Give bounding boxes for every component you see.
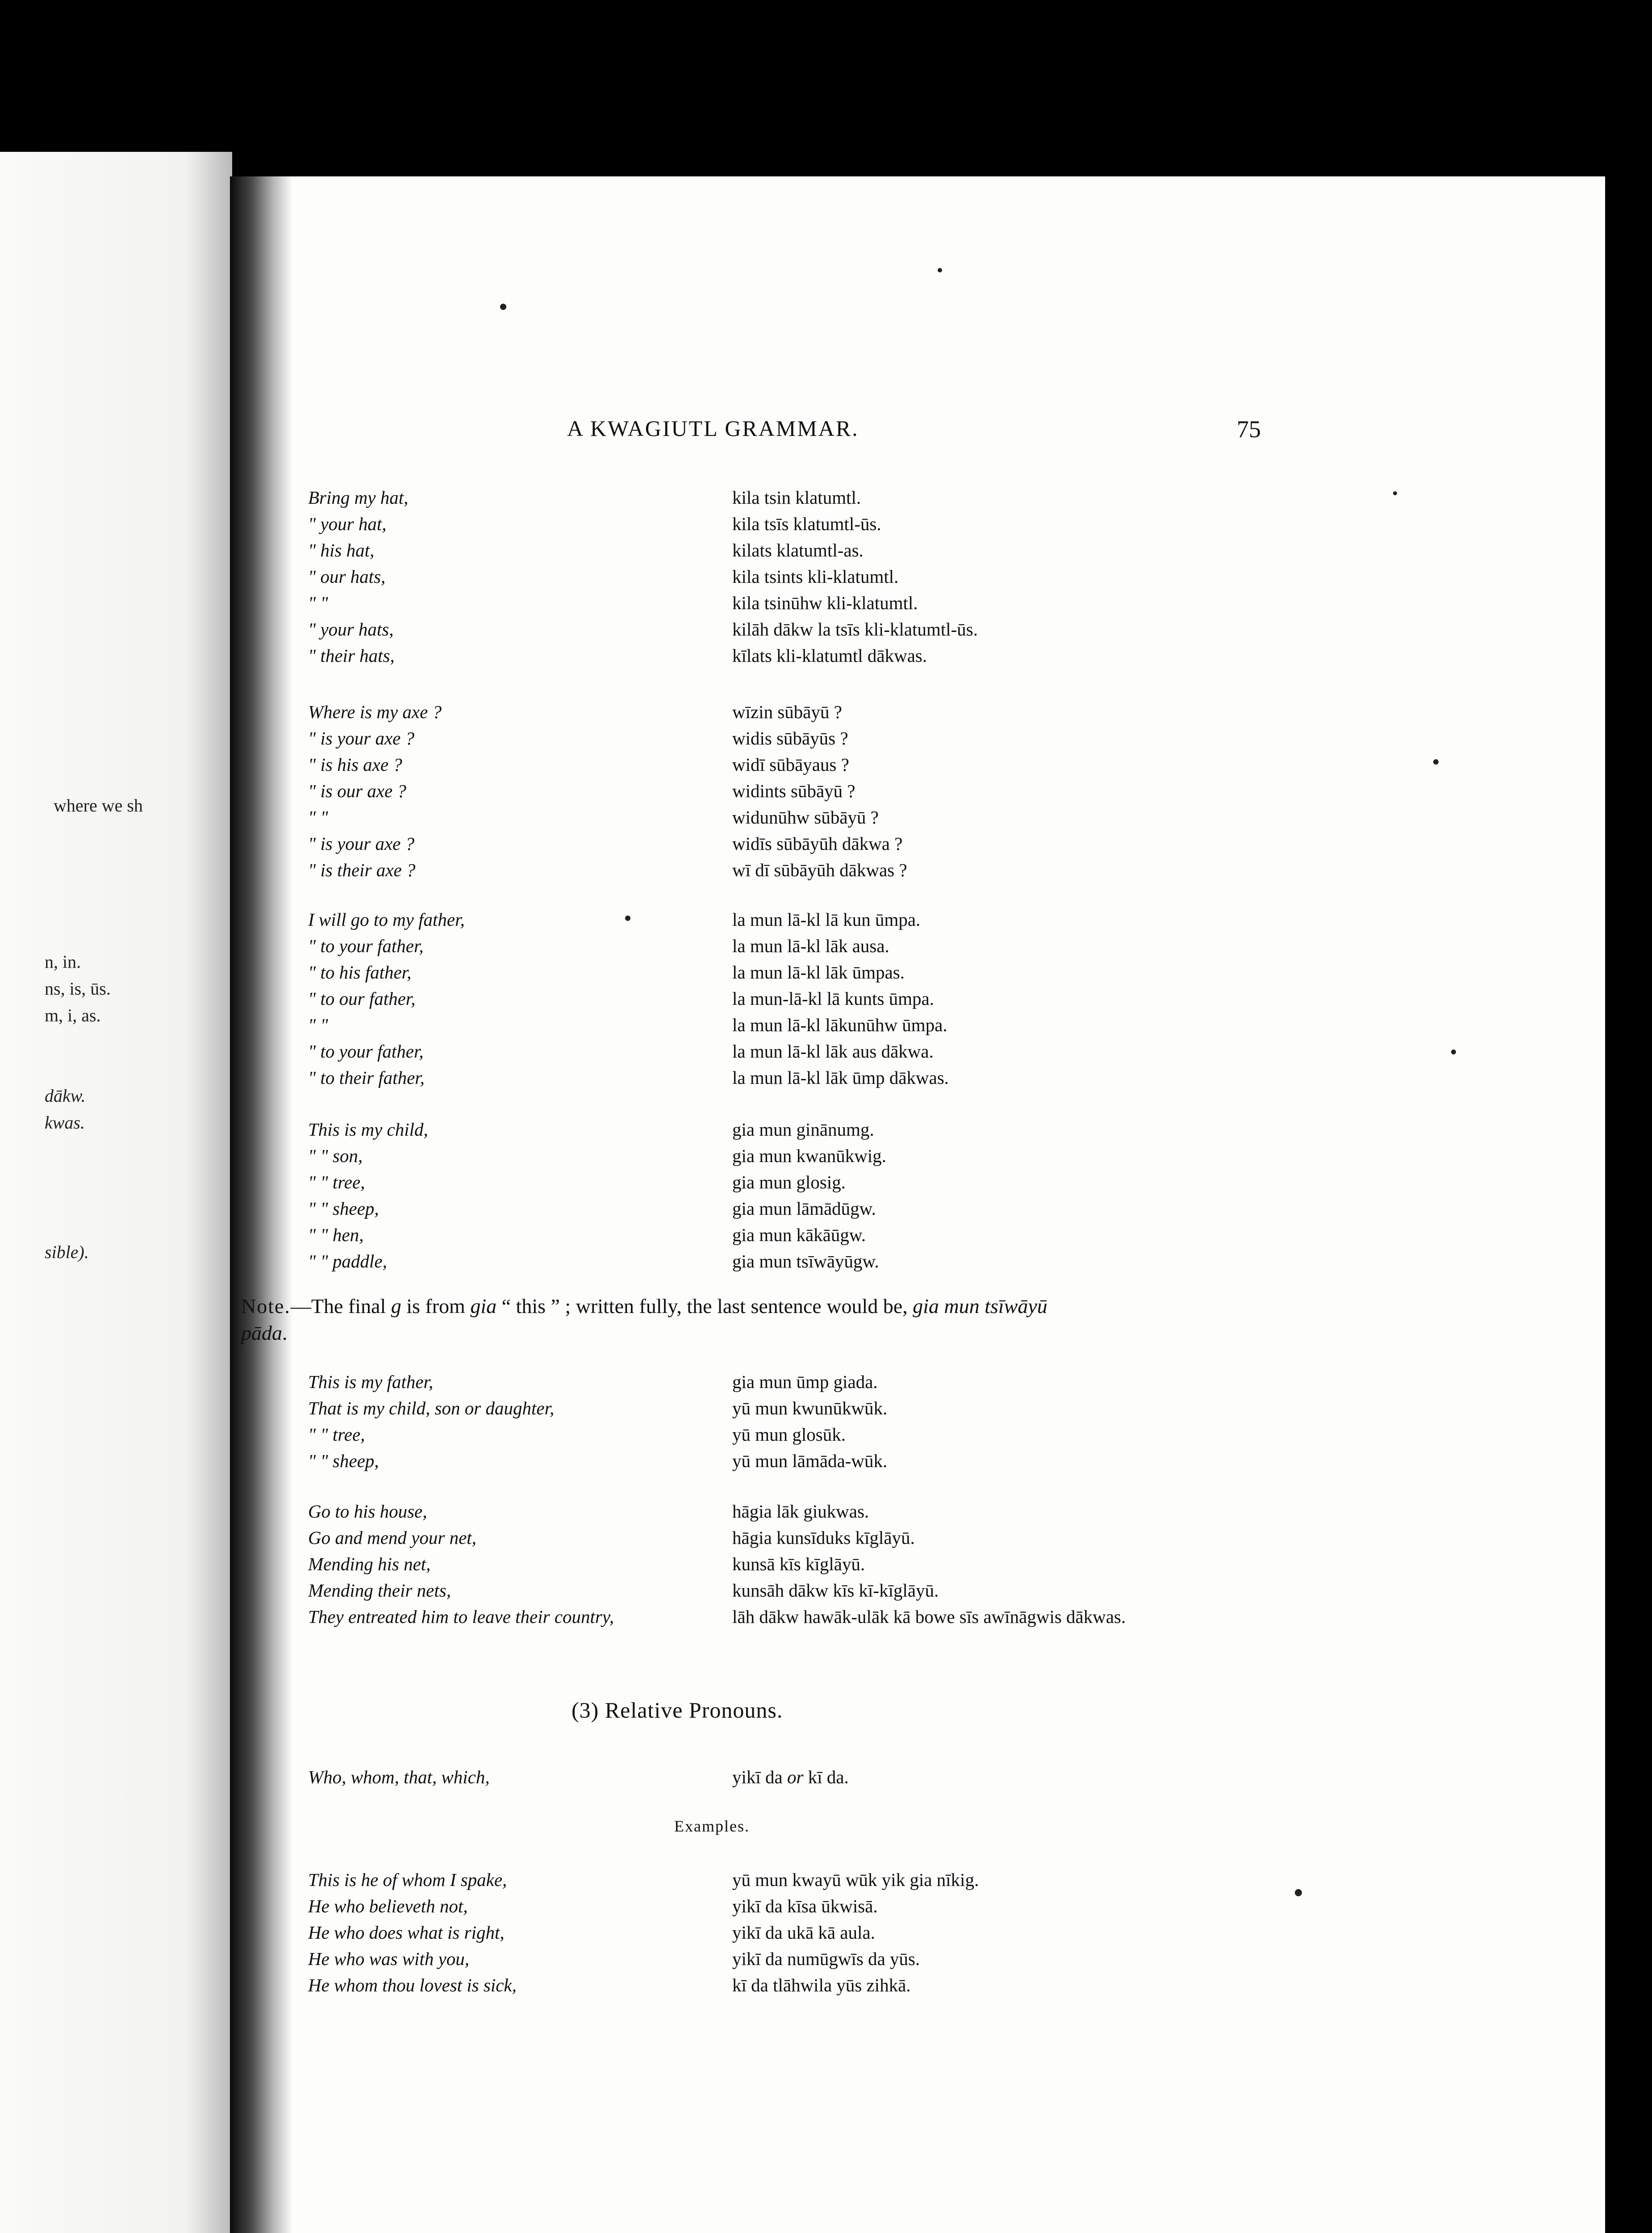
- kwagiutl-phrase: la mun lā-kl lāk ūmp dākwas.: [732, 1067, 949, 1088]
- english-phrase: This is my child,: [308, 1119, 428, 1140]
- kwagiutl-phrase: gia mun kwanūkwig.: [732, 1146, 887, 1166]
- english-phrase: " " hen,: [308, 1225, 364, 1245]
- example-row: [0, 959, 1652, 986]
- scan-speck: [500, 304, 506, 310]
- english-phrase: " is your axe ?: [308, 833, 415, 854]
- example-row: [0, 1422, 1652, 1448]
- kwagiutl-phrase: yū mun kwunūkwūk.: [732, 1398, 888, 1418]
- left-page-fragment: dākw.: [45, 1086, 86, 1106]
- english-phrase: He whom thou lovest is sick,: [308, 1975, 517, 1995]
- kwagiutl-phrase: lāh dākw hawāk-ulāk kā bowe sīs awīnāgwis dākwas.: [732, 1606, 1126, 1627]
- kwagiutl-phrase: widī sūbāyaus ?: [732, 754, 849, 775]
- kwagiutl-phrase: la mun-lā-kl lā kunts ūmpa.: [732, 988, 934, 1009]
- kwagiutl-phrase: yikī da kīsa ūkwisā.: [732, 1896, 878, 1916]
- english-phrase: He who believeth not,: [308, 1896, 468, 1916]
- example-row: [0, 616, 1652, 643]
- english-phrase: " " tree,: [308, 1172, 365, 1192]
- kwagiutl-phrase: la mun lā-kl lāk aus dākwa.: [732, 1041, 934, 1062]
- kwagiutl-phrase: yikī da ukā kā aula.: [732, 1922, 875, 1943]
- example-row: [0, 1222, 1652, 1248]
- example-row: [0, 1116, 1652, 1143]
- kwagiutl-phrase: yū mun kwayū wūk yik gia nīkig.: [732, 1869, 979, 1890]
- example-row: [0, 1038, 1652, 1065]
- example-row: [0, 986, 1652, 1012]
- example-row: [0, 933, 1652, 959]
- example-group-relative: [0, 1867, 1652, 1999]
- note-sentence: gia mun tsīwāyū: [913, 1295, 1047, 1317]
- english-phrase: " " tree,: [308, 1424, 365, 1445]
- english-phrase: " our hats,: [308, 566, 386, 587]
- kwagiutl-phrase: yū mun glosūk.: [732, 1424, 846, 1445]
- english-phrase: " your hats,: [308, 619, 394, 640]
- english-phrase: " your hat,: [308, 514, 387, 534]
- kwagiutl-phrase: wīzin sūbāyū ?: [732, 702, 842, 722]
- kwagiutl-phrase: hāgia lāk giukwas.: [732, 1501, 869, 1522]
- kwagiutl-phrase: kī da tlāhwila yūs zihkā.: [732, 1975, 911, 1995]
- left-page-fragment: kwas.: [45, 1112, 85, 1133]
- scan-speck: [938, 268, 942, 272]
- example-row: [0, 699, 1652, 725]
- english-phrase: " to his father,: [308, 962, 412, 983]
- example-row: [0, 1867, 1652, 1893]
- kwagiutl-phrase: widints sūbāyū ?: [732, 781, 855, 801]
- english-phrase: Mending his net,: [308, 1554, 431, 1574]
- example-row: [0, 1919, 1652, 1946]
- example-row: [0, 511, 1652, 537]
- kwagiutl-phrase: kunsā kīs kīglāyū.: [732, 1554, 865, 1574]
- left-page-fragment: ns, is, ūs.: [45, 979, 111, 999]
- note-term: g: [391, 1295, 401, 1317]
- example-row: [0, 1946, 1652, 1972]
- english-phrase: Who, whom, that, which,: [308, 1767, 490, 1787]
- example-row: [0, 1525, 1652, 1551]
- english-phrase: " to your father,: [308, 1041, 424, 1062]
- note-label: Note.: [241, 1295, 291, 1317]
- english-phrase: " to our father,: [308, 988, 416, 1009]
- example-row: [0, 831, 1652, 857]
- english-phrase: " to their father,: [308, 1067, 425, 1088]
- example-row: [0, 1551, 1652, 1577]
- example-row: [0, 1169, 1652, 1196]
- kwagiutl-phrase: kila tsints kli-klatumtl.: [732, 566, 899, 587]
- example-row: [0, 778, 1652, 804]
- example-group-father: [0, 907, 1652, 1091]
- english-phrase: That is my child, son or daughter,: [308, 1398, 555, 1418]
- english-phrase: " ": [308, 593, 328, 613]
- english-phrase: I will go to my father,: [308, 909, 465, 930]
- page-number: 75: [1237, 416, 1261, 443]
- kwagiutl-phrase: kilats klatumtl-as.: [732, 540, 864, 560]
- note-sentence-end: pāda: [241, 1321, 282, 1344]
- english-phrase: Mending their nets,: [308, 1580, 451, 1601]
- note-paragraph: [241, 1293, 1322, 1346]
- kwagiutl-phrase: la mun lā-kl lākunūhw ūmpa.: [732, 1015, 947, 1035]
- example-row: [0, 590, 1652, 616]
- example-row: [0, 1065, 1652, 1091]
- kwagiutl-phrase: yū mun lāmāda-wūk.: [732, 1451, 888, 1471]
- english-phrase: " ": [308, 1015, 328, 1035]
- kwagiutl-phrase: widunūhw sūbāyū ?: [732, 807, 879, 828]
- section-heading: (3) Relative Pronouns.: [572, 1698, 783, 1723]
- english-phrase: This is my father,: [308, 1372, 434, 1392]
- or-word: or: [787, 1767, 804, 1787]
- kwagiutl-phrase: widis sūbāyūs ?: [732, 728, 848, 749]
- english-phrase: Bring my hat,: [308, 487, 409, 508]
- example-row: [0, 537, 1652, 564]
- kwagiutl-phrase: kila tsin klatumtl.: [732, 487, 861, 508]
- example-group-that-is: [0, 1369, 1652, 1474]
- example-row: [0, 564, 1652, 590]
- example-row: [0, 1012, 1652, 1038]
- scan-speck: [1393, 491, 1397, 495]
- kwagiutl-phrase: kīlats kli-klatumtl dākwas.: [732, 645, 927, 666]
- english-phrase: " his hat,: [308, 540, 375, 560]
- kwagiutl-phrase: gia mun ūmp giada.: [732, 1372, 878, 1392]
- kwagiutl-phrase: gia mun tsīwāyūgw.: [732, 1251, 879, 1271]
- note-text: is from: [401, 1295, 471, 1317]
- example-row: [0, 1143, 1652, 1169]
- left-page-fragment: where we sh: [54, 795, 143, 815]
- example-group-axe: [0, 699, 1652, 883]
- english-phrase: " their hats,: [308, 645, 395, 666]
- english-phrase: " " paddle,: [308, 1251, 387, 1271]
- english-phrase: " " son,: [308, 1146, 363, 1166]
- kwagiutl-phrase: la mun lā-kl lā kun ūmpa.: [732, 909, 921, 930]
- example-row: [0, 1369, 1652, 1395]
- english-phrase: " is your axe ?: [308, 728, 415, 749]
- kwagiutl-phrase: gia mun lāmādūgw.: [732, 1198, 876, 1219]
- note-text: .: [282, 1321, 288, 1344]
- kwagiutl-phrase: la mun lā-kl lāk ūmpas.: [732, 962, 905, 983]
- example-row: [0, 1893, 1652, 1919]
- english-phrase: Where is my axe ?: [308, 702, 442, 722]
- left-page-fragment: sible).: [45, 1242, 89, 1262]
- kwagiutl-part: yikī da: [732, 1767, 787, 1787]
- english-phrase: He who was with you,: [308, 1949, 470, 1969]
- example-row: [0, 804, 1652, 831]
- english-phrase: Go and mend your net,: [308, 1527, 476, 1548]
- note-term: gia: [470, 1295, 497, 1317]
- example-row: [0, 857, 1652, 883]
- kwagiutl-phrase: hāgia kunsīduks kīglāyū.: [732, 1527, 915, 1548]
- scan-speck: [1295, 1889, 1302, 1896]
- scan-speck: [1451, 1050, 1456, 1054]
- english-phrase: " " sheep,: [308, 1198, 379, 1219]
- english-phrase: " to your father,: [308, 936, 424, 956]
- example-row: [0, 1395, 1652, 1422]
- english-phrase: " " sheep,: [308, 1451, 379, 1471]
- kwagiutl-phrase: kila tsinūhw kli-klatumtl.: [732, 593, 918, 613]
- english-phrase: " is our axe ?: [308, 781, 406, 801]
- english-phrase: They entreated him to leave their country,: [308, 1606, 614, 1627]
- english-phrase: This is he of whom I spake,: [308, 1869, 507, 1890]
- example-row: [0, 1498, 1652, 1525]
- english-phrase: " ": [308, 807, 328, 828]
- example-row: [0, 752, 1652, 778]
- kwagiutl-phrase: kunsāh dākw kīs kī-kīglāyū.: [732, 1580, 939, 1601]
- note-text: “ this ” ; written fully, the last sentence would be,: [496, 1295, 913, 1317]
- example-group-child: [0, 1116, 1652, 1275]
- examples-label: Examples.: [674, 1817, 750, 1835]
- scan-speck: [625, 916, 630, 921]
- kwagiutl-phrase: yikī da numūgwīs da yūs.: [732, 1949, 920, 1969]
- english-phrase: Go to his house,: [308, 1501, 427, 1522]
- example-row: [0, 907, 1652, 933]
- example-row: [0, 485, 1652, 511]
- example-row: [0, 1604, 1652, 1630]
- kwagiutl-phrase: [732, 1764, 849, 1790]
- kwagiutl-phrase: kilāh dākw la tsīs kli-klatumtl-ūs.: [732, 619, 978, 640]
- note-text: —The final: [290, 1295, 391, 1317]
- kwagiutl-phrase: gia mun kākāūgw.: [732, 1225, 866, 1245]
- english-phrase: " is his axe ?: [308, 754, 402, 775]
- example-row: [0, 1448, 1652, 1474]
- example-row: [0, 643, 1652, 669]
- english-phrase: He who does what is right,: [308, 1922, 505, 1943]
- kwagiutl-phrase: kila tsīs klatumtl-ūs.: [732, 514, 881, 534]
- kwagiutl-phrase: wī dī sūbāyūh dākwas ?: [732, 860, 907, 880]
- left-page-fragment: m, i, as.: [45, 1005, 101, 1025]
- kwagiutl-phrase: gia mun ginānumg.: [732, 1119, 874, 1140]
- kwagiutl-phrase: widīs sūbāyūh dākwa ?: [732, 833, 903, 854]
- example-row: [0, 1196, 1652, 1222]
- scan-speck: [1433, 759, 1439, 765]
- example-row: [0, 1764, 1652, 1790]
- example-row: [0, 1248, 1652, 1275]
- example-group-house-net: [0, 1498, 1652, 1630]
- kwagiutl-part: kī da.: [803, 1767, 849, 1787]
- kwagiutl-phrase: la mun lā-kl lāk ausa.: [732, 936, 889, 956]
- relative-pronoun-definition: [0, 1764, 1652, 1790]
- kwagiutl-phrase: gia mun glosig.: [732, 1172, 846, 1192]
- running-header-title: A KWAGIUTL GRAMMAR.: [567, 416, 859, 441]
- left-page-fragment: n, in.: [45, 952, 81, 972]
- english-phrase: " is their axe ?: [308, 860, 416, 880]
- example-row: [0, 725, 1652, 752]
- example-row: [0, 1577, 1652, 1604]
- example-group-hats: [0, 485, 1652, 669]
- example-row: [0, 1972, 1652, 1999]
